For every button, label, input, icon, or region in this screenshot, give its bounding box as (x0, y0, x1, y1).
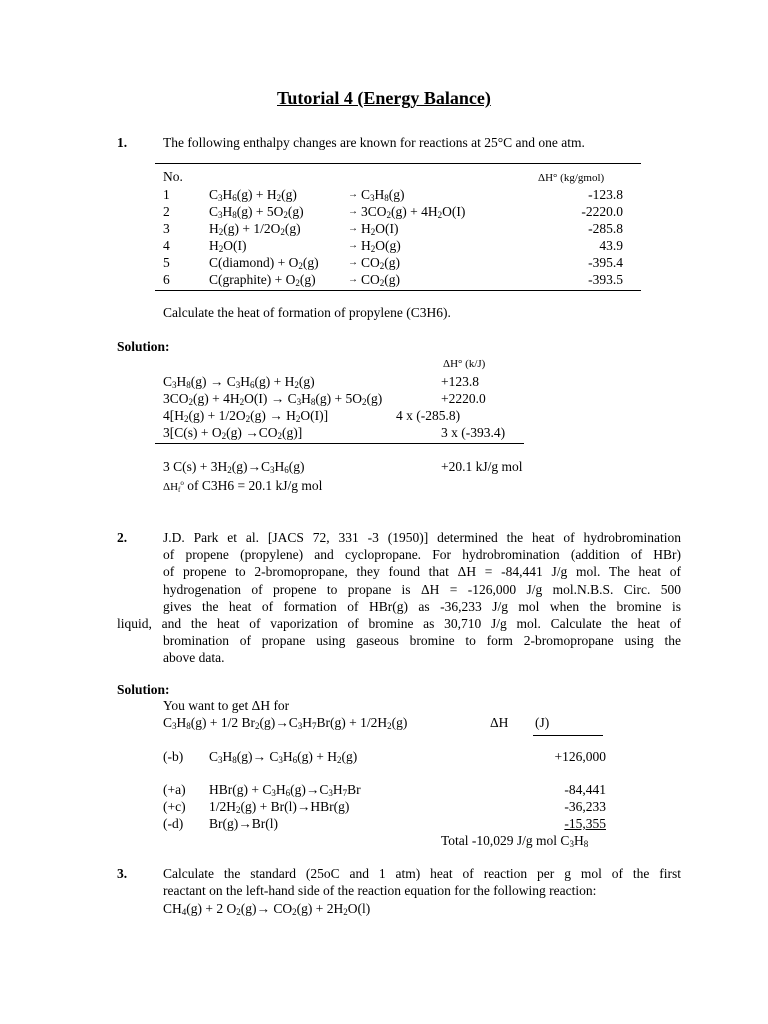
table-header-no: No. (163, 169, 183, 184)
table-cell-products: $CO_2(g)$ (361, 272, 401, 288)
table-cell-dh: -395.4 (588, 255, 623, 270)
table-cell-no: 1 (163, 187, 170, 202)
solution-2-step-eq: $HBr(g) + C_3H_6(g)\to C_3H_7Br$ (209, 782, 361, 798)
question-2-line: above data. (163, 650, 225, 666)
table-cell-arrow: → (348, 206, 358, 217)
solution-1-final (163, 477, 322, 496)
solution-1-value: +123.8 (441, 374, 479, 389)
question-3-line: Calculate the standard (25oC and 1 atm) heat of reaction per g mol of the first (163, 866, 681, 881)
solution-1-value: +2220.0 (441, 391, 486, 406)
solution-2-step-tag: (+a) (163, 782, 186, 797)
table-cell-reactants: $C_3H_6(g) + H_2(g)$ (209, 187, 297, 203)
solution-2-want: You want to get ΔH for (163, 698, 290, 713)
solution-2-step-eq: $1/2H_2(g) + Br(l)\to HBr(g)$ (209, 799, 350, 815)
solution-2-unit-label: (J) (535, 715, 550, 730)
solution-2-step-val: +126,000 (554, 749, 606, 764)
table-cell-arrow: → (348, 223, 358, 234)
table-cell-dh: -2220.0 (581, 204, 623, 219)
table-header-dh: ΔH° (kg/gmol) (538, 172, 605, 184)
solution-1-equation: $4[H_2(g) + 1/2O_2(g) \to H_2O(I)]$ (163, 408, 329, 424)
table-cell-products: $C_3H_8(g)$ (361, 187, 405, 203)
question-1-task: Calculate the heat of formation of propylene (C3H6). (163, 305, 451, 320)
solution-2-step-eq: Br(g)→Br(l) (209, 816, 278, 831)
question-2-line: of propene (propylene) and cyclopropane. For hydrobromination (addition of HBr) (163, 547, 681, 563)
table-cell-products: $H_2O(I)$ (361, 221, 399, 237)
table-cell-reactants: C(graphite) + $O_2(g)$ (209, 272, 316, 288)
question-2-line: J.D. Park et al. [JACS 72, 331 -3 (1950)] determined the heat of hydrobromination (163, 530, 681, 545)
question-1-number: 1. (117, 135, 128, 150)
solution-2-step-eq: $C_3H_8(g)\to C_3H_6(g) + H_2(g)$ (209, 749, 358, 765)
table-cell-dh: -123.8 (588, 187, 623, 202)
table-cell-arrow: → (348, 257, 358, 268)
table-cell-reactants: $H_2(g) + 1/2O_2(g)$ (209, 221, 301, 237)
table-bottom-rule (155, 290, 641, 291)
table-cell-dh: -285.8 (588, 221, 623, 236)
page-title: Tutorial 4 (Energy Balance) (277, 88, 491, 108)
table-cell-no: 4 (163, 238, 170, 253)
table-cell-reactants: $H_2O(I)$ (209, 238, 247, 254)
solution-1-equation: $3[C(s) + O_2(g) \to CO_2(g)]$ (163, 425, 303, 441)
question-2-line: liquid, and the heat of vaporization of bromine as 30,710 J/g mol. Calculate the heat of (117, 616, 681, 631)
solution-1-sum-eq: 3 $C(s) + 3H_2(g)\to C_3H_6(g)$ (163, 459, 305, 475)
solution-1-value: 3 x (-393.4) (441, 425, 506, 440)
table-cell-products: $CO_2(g)$ (361, 255, 401, 271)
solution-1-value: 4 x (-285.8) (396, 408, 461, 423)
table-cell-dh: -393.5 (588, 272, 623, 287)
table-cell-no: 6 (163, 272, 170, 287)
solution-2-total: Total -10,029 J/g mol $C_3H_8$ (441, 833, 589, 849)
question-2-line: gives the heat of formation of HBr(g) as -36,233 J/g mol when the bromine is (163, 598, 681, 614)
solution-1-dh-header: ΔH° (k/J) (443, 358, 486, 370)
question-1-intro: The following enthalpy changes are known for reactions at 25°C and one atm. (163, 135, 585, 150)
solution-2-step-tag: (+c) (163, 799, 186, 814)
table-top-rule (155, 163, 641, 164)
solution-2-step-tag: (-b) (163, 749, 184, 764)
question-2-line: of propene to 2-bromopropane, they found that ΔH = -84,441 J/g mol. The heat of (163, 564, 681, 580)
question-2-line: bromination of propane using gaseous bromine to form 2-bromopropane using the (163, 633, 681, 649)
solution-2-target-eq: $C_3H_8(g) + 1/2$ $Br_2(g)\to C_3H_7Br(g) + 1/2H_2(g)$ (163, 715, 408, 731)
table-cell-reactants: $C_3H_8(g) + 5O_2(g)$ (209, 204, 304, 220)
solution-2-dh-label: ΔH (490, 715, 509, 730)
table-cell-arrow: → (348, 274, 358, 285)
question-3-line: reactant on the left-hand side of the reaction equation for the following reaction: (163, 883, 597, 899)
solution-2-step-val: -36,233 (564, 799, 606, 814)
solution-1-equation: $C_3H_8(g) \to C_3H_6(g) + H_2(g)$ (163, 374, 315, 390)
table-cell-products: $3CO_2(g) + 4H_2O(I)$ (361, 204, 466, 220)
table-cell-arrow: → (348, 189, 358, 200)
solution-1-sum-val: +20.1 kJ/g mol (441, 459, 523, 474)
solution-1-sum-rule (155, 443, 524, 444)
table-cell-products: $H_2O(g)$ (361, 238, 401, 254)
question-3-number: 3. (117, 866, 128, 881)
question-2-number: 2. (117, 530, 128, 545)
solution-2-label: Solution: (117, 682, 170, 697)
table-cell-no: 3 (163, 221, 170, 236)
table-cell-dh: 43.9 (599, 238, 623, 253)
solution-2-step-val: -84,441 (564, 782, 606, 797)
question-3-equation: $CH_4(g) + 2$ $O_2(g)\to CO_2(g) + 2H_2O(l)$ (163, 901, 371, 917)
solution-2-header-rule (533, 735, 603, 736)
table-cell-arrow: → (348, 240, 358, 251)
table-cell-no: 2 (163, 204, 170, 219)
question-2-line: hydrogenation of propene to propane is ΔH = -126,000 J/g mol.N.B.S. Circ. 500 (163, 581, 681, 597)
table-cell-reactants: C(diamond) + $O_2(g)$ (209, 255, 319, 271)
solution-2-step-val: -15,355 (564, 816, 606, 831)
solution-2-step-tag: (-d) (163, 816, 184, 831)
solution-1-equation: $3CO_2(g) + 4H_2O(I) \to C_3H_8(g) + 5O_2(g)$ (163, 391, 383, 407)
delta-hf-symbol: $\Delta H_f^o$ (163, 479, 184, 494)
table-cell-no: 5 (163, 255, 170, 270)
solution-1-label: Solution: (117, 339, 170, 354)
solution-1-final-text: of C3H6 = 20.1 kJ/g mol (187, 478, 323, 493)
